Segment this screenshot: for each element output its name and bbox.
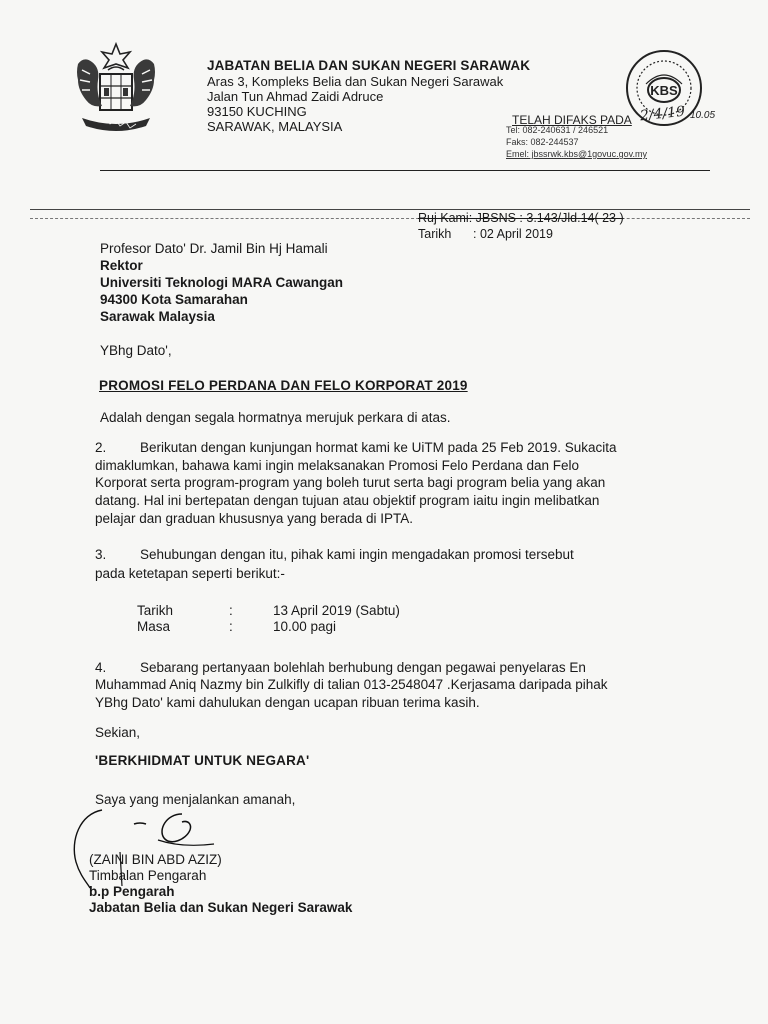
signatory-agency: Jabatan Belia dan Sukan Negeri Sarawak <box>89 900 353 915</box>
header-divider <box>100 170 710 171</box>
paragraph-4-line: Muhammad Aniq Nazmy bin Zulkifly di talian 013-2548047 .Kerjasama daripada pihak <box>95 677 608 692</box>
paragraph-2-line: datang. Hal ini bertepatan dengan tujuan atau objektif program iaitu ingin melibatkan <box>95 493 600 508</box>
recipient-line: Universiti Teknologi MARA Cawangan <box>100 275 344 290</box>
amanah-line: Saya yang menjalankan amanah, <box>95 792 296 807</box>
paragraph-2-line: Berikutan dengan kunjungan hormat kami ke UiTM pada 25 Feb 2019. Sukacita <box>140 440 617 455</box>
address-line: SARAWAK, MALAYSIA <box>207 119 343 134</box>
paragraph-3-line: Sehubungan dengan itu, pihak kami ingin mengadakan promosi tersebut <box>140 547 574 562</box>
paragraph-number: 2. <box>95 440 107 455</box>
subject-heading: PROMOSI FELO PERDANA DAN FELO KORPORAT 2019 <box>99 378 468 393</box>
recipient-line: Sarawak Malaysia <box>100 309 215 324</box>
paragraph-2-line: dimaklumkan, bahawa kami ingin melaksanakan Promosi Felo Perdana dan Felo <box>95 458 580 473</box>
schedule-label: Tarikh <box>137 603 174 618</box>
coat-of-arms-emblem <box>68 40 164 136</box>
kbs-logo <box>624 48 704 128</box>
letter-date: : 02 April 2019 <box>473 227 553 241</box>
paragraph-2-line: Korporat serta program-program yang boleh turut serta bagi program belia yang akan <box>95 475 606 490</box>
paragraph-number: 3. <box>95 547 107 562</box>
kbs-logo-text: KBS <box>650 83 678 98</box>
stamp-handwritten-date: 2/4/19 <box>639 103 686 125</box>
reference-number: Ruj Kami: JBSNS : 3.143/Jld.14( 23 ) <box>418 211 624 225</box>
address-line: 93150 KUCHING <box>207 104 307 119</box>
stamp-handwritten-time: 10.05 <box>690 110 716 121</box>
recipient-line: Rektor <box>100 258 143 273</box>
paragraph-number: 4. <box>95 660 107 675</box>
paragraph-4-line: Sebarang pertanyaan bolehlah berhubung dengan pegawai penyelaras En <box>140 660 586 675</box>
email: Emel: jbssrwk.kbs@1govuc.gov.my <box>506 149 648 159</box>
fax-edge-line <box>30 209 750 210</box>
address-line: Jalan Tun Ahmad Zaidi Adruce <box>207 89 384 104</box>
salutation: YBhg Dato', <box>100 343 172 358</box>
fax-number: Faks: 082-244537 <box>506 137 579 147</box>
paragraph-4-line: YBhg Dato' kami dahulukan dengan ucapan ribuan terima kasih. <box>95 695 480 710</box>
schedule-value: 13 April 2019 (Sabtu) <box>273 603 400 618</box>
schedule-value: 10.00 pagi <box>273 619 337 634</box>
fax-stamp: TELAH DIFAKS PADA <box>512 113 632 127</box>
agency-name: JABATAN BELIA DAN SUKAN NEGERI SARAWAK <box>207 58 531 73</box>
paragraph-1: Adalah dengan segala hormatnya merujuk perkara di atas. <box>100 410 451 425</box>
motto: 'BERKHIDMAT UNTUK NEGARA' <box>95 753 310 768</box>
signatory-name: (ZAINI BIN ABD AZIZ) <box>89 852 222 867</box>
address-line: Aras 3, Kompleks Belia dan Sukan Negeri Sarawak <box>207 74 504 89</box>
telephone: Tel: 082-240631 / 246521 <box>506 125 609 135</box>
paragraph-3-line: pada ketetapan seperti berikut:- <box>95 566 285 581</box>
closing: Sekian, <box>95 725 141 740</box>
recipient-name: Profesor Dato' Dr. Jamil Bin Hj Hamali <box>100 241 328 256</box>
fax-edge-line <box>30 218 750 219</box>
schedule-separator: : <box>229 603 233 618</box>
schedule-separator: : <box>229 619 233 634</box>
paragraph-2-line: pelajar dan graduan khususnya yang berada di IPTA. <box>95 511 413 526</box>
date-label: Tarikh <box>418 227 452 241</box>
signatory-bp: b.p Pengarah <box>89 884 175 899</box>
schedule-label: Masa <box>137 619 171 634</box>
recipient-line: 94300 Kota Samarahan <box>100 292 248 307</box>
signatory-title: Timbalan Pengarah <box>89 868 207 883</box>
